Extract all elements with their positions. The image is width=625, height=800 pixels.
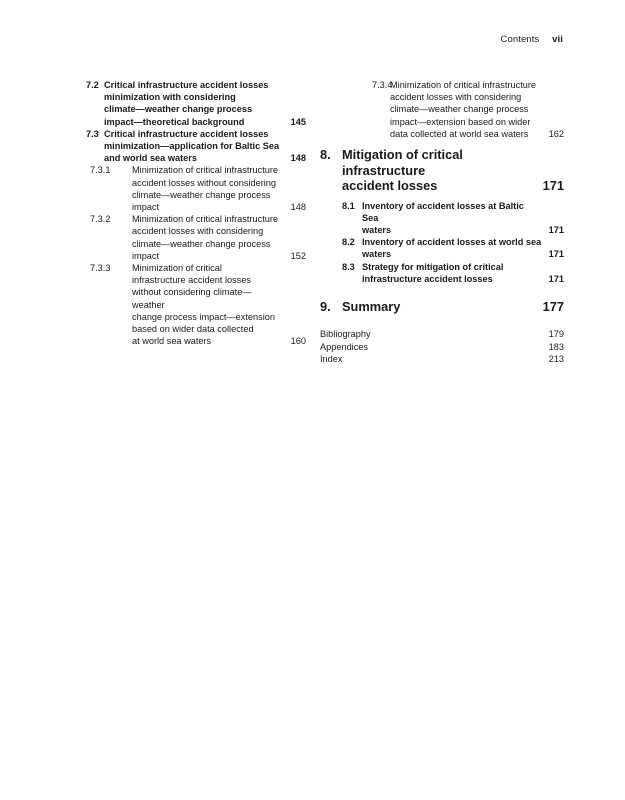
entry-title-line: climate—weather change process — [132, 189, 271, 200]
entry-page: 171 — [548, 273, 564, 284]
running-header — [501, 34, 563, 45]
entry-page: 160 — [290, 336, 306, 347]
chapter-page: 171 — [542, 178, 564, 194]
entry-title-line: climate—weather change process — [132, 238, 271, 249]
entry-title-line: infrastructure accident losses — [362, 273, 493, 284]
entry-title-line: Minimization of critical infrastructure — [132, 165, 279, 176]
entry-page: 145 — [290, 116, 306, 127]
entry-title-line: minimization with considering — [104, 92, 236, 103]
entry-number: 7.2 — [86, 80, 99, 90]
toc-right-column — [320, 79, 564, 365]
toc-chapter-9[interactable] — [320, 299, 564, 315]
entry-title-line: at world sea waters — [132, 336, 212, 347]
toc-entry-bibliography[interactable] — [320, 328, 564, 340]
chapter-number: 9. — [320, 298, 331, 314]
entry-page: 148 — [290, 202, 306, 213]
toc-left-column — [86, 79, 306, 347]
entry-title-line: waters — [362, 224, 392, 235]
entry-title-line: data collected at world sea waters — [390, 128, 529, 139]
entry-title-line: accident losses with considering — [132, 226, 264, 237]
entry-number: 7.3.2 — [90, 214, 111, 225]
entry-title-line: impact — [132, 250, 160, 261]
toc-back-matter — [320, 328, 564, 365]
chapter-number: 8. — [320, 147, 331, 163]
entry-title-line: impact—theoretical background — [104, 116, 245, 127]
entry-title-line: accident losses without considering — [132, 177, 277, 188]
entry-number: 8.2 — [342, 237, 355, 248]
entry-title-line: Minimization of critical — [132, 263, 222, 274]
entry-title-line: and world sea waters — [104, 153, 197, 164]
entry-title-line: waters — [362, 249, 392, 260]
entry-title: Index — [320, 353, 343, 364]
entry-number: 8.3 — [342, 261, 355, 272]
entry-page: 171 — [548, 224, 564, 235]
toc-entry-8-3[interactable] — [320, 261, 564, 285]
entry-title-line: Minimization of critical infrastructure — [390, 80, 537, 90]
toc-entry-7-3-1[interactable] — [86, 164, 306, 213]
toc-entry-7-3-4[interactable] — [320, 79, 564, 140]
entry-title-line: without considering climate—weather — [132, 287, 252, 310]
entry-page: 148 — [290, 153, 306, 164]
chapter-title-line: accident losses — [342, 178, 438, 194]
toc-entry-appendices[interactable] — [320, 341, 564, 353]
entry-title-line: based on wider data collected — [132, 324, 254, 335]
entry-title: Bibliography — [320, 329, 371, 340]
header-title: Contents — [500, 34, 540, 45]
entry-title-line: Strategy for mitigation of critical — [362, 261, 504, 272]
toc-entry-index[interactable] — [320, 353, 564, 365]
toc-entry-8-2[interactable] — [320, 236, 564, 260]
entry-title-line: Inventory of accident losses at world sea — [362, 237, 542, 248]
chapter-page: 177 — [542, 298, 564, 314]
toc-chapter-8[interactable] — [320, 147, 564, 194]
header-page-number: vii — [552, 34, 563, 45]
toc-entry-7-3-3[interactable] — [86, 262, 306, 347]
entry-number: 7.3.1 — [90, 165, 111, 176]
entry-title-line: accident losses with considering — [390, 92, 522, 103]
entry-title-line: Inventory of accident losses at Baltic Sea — [362, 200, 524, 223]
entry-title-line: Critical infrastructure accident losses — [104, 128, 269, 139]
entry-title-line: impact — [132, 202, 160, 213]
toc-entry-7-2[interactable] — [86, 79, 306, 128]
entry-page: 171 — [548, 249, 564, 260]
entry-number: 8.1 — [342, 200, 355, 211]
entry-page: 179 — [548, 329, 564, 340]
entry-title-line: minimization—application for Baltic Sea — [104, 141, 280, 152]
entry-title-line: infrastructure accident losses — [132, 275, 251, 286]
entry-title-line: Minimization of critical infrastructure — [132, 214, 279, 225]
entry-page: 162 — [548, 128, 564, 139]
entry-title: Appendices — [320, 341, 369, 352]
entry-page: 183 — [548, 341, 564, 352]
entry-title-line: change process impact—extension — [132, 311, 275, 322]
entry-page: 152 — [290, 250, 306, 261]
entry-title-line: climate—weather change process — [390, 104, 529, 115]
entry-title-line: Critical infrastructure accident losses — [104, 80, 269, 90]
chapter-title-line: Summary — [342, 298, 401, 314]
toc-entry-7-3-2[interactable] — [86, 213, 306, 262]
entry-title-line: impact—extension based on wider — [390, 116, 531, 127]
toc-entry-7-3[interactable] — [86, 128, 306, 165]
entry-title-line: climate—weather change process — [104, 104, 253, 115]
entry-number: 7.3.3 — [90, 263, 111, 274]
entry-number: 7.3 — [86, 128, 99, 139]
entry-number: 7.3.4 — [372, 80, 393, 90]
chapter-title-line: Mitigation of critical infrastructure — [342, 147, 463, 178]
toc-entry-8-1[interactable] — [320, 200, 564, 237]
entry-page: 213 — [548, 353, 564, 364]
